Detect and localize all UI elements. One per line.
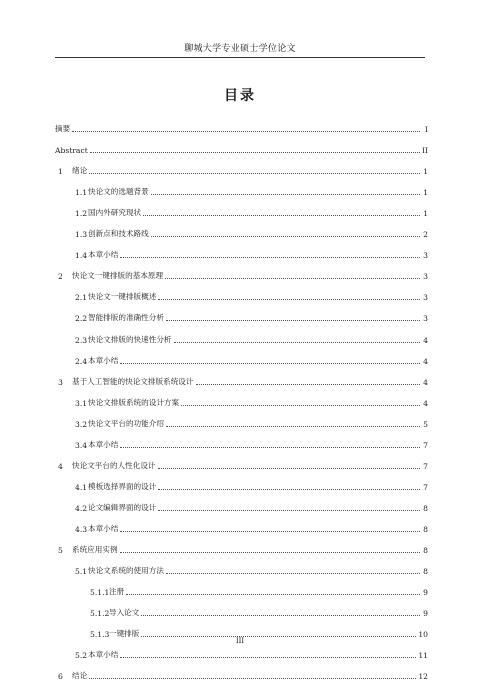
toc-entry-title: 本章小结 bbox=[88, 355, 119, 365]
toc-entry-page: 8 bbox=[423, 503, 428, 513]
toc-entry-title: 系统应用实例 bbox=[72, 544, 118, 554]
toc-entry-page: 4 bbox=[423, 335, 428, 345]
toc-entry-page: 1 bbox=[423, 188, 428, 198]
toc-entry-page: 9 bbox=[423, 588, 428, 598]
toc-entry[interactable] bbox=[55, 281, 428, 302]
toc-entry-page: 10 bbox=[418, 630, 428, 640]
toc-entry[interactable] bbox=[55, 260, 428, 281]
toc-entry-title: 结论 bbox=[72, 671, 88, 681]
toc-entry-title: 模板选择界面的设计 bbox=[88, 481, 157, 491]
toc-entry-title: 绪论 bbox=[72, 166, 88, 176]
toc-entry[interactable] bbox=[55, 366, 428, 387]
toc-dot-leader bbox=[126, 593, 420, 595]
toc-entry-page: 1 bbox=[423, 209, 428, 219]
toc-entry-title: 国内外研究现状 bbox=[88, 208, 142, 218]
toc-entry[interactable] bbox=[55, 471, 428, 492]
toc-entry-number: 4.3 bbox=[75, 524, 88, 534]
toc-dot-leader bbox=[120, 362, 420, 364]
running-header: 聊城大学专业硕士学位论文 bbox=[184, 44, 296, 54]
toc-entry-page: 4 bbox=[423, 356, 428, 366]
toc-entry[interactable] bbox=[55, 218, 428, 239]
toc-dot-leader bbox=[166, 572, 420, 574]
toc-entry[interactable] bbox=[55, 555, 428, 576]
toc-dot-leader bbox=[158, 509, 420, 511]
toc-dot-leader bbox=[120, 446, 420, 448]
toc-dot-leader bbox=[166, 425, 420, 427]
toc-dot-leader bbox=[120, 530, 420, 532]
toc-entry[interactable] bbox=[55, 450, 428, 471]
toc-entry-number: 6 bbox=[58, 672, 63, 681]
toc-entry-title: 快论文的选题背景 bbox=[88, 187, 149, 197]
toc-entry-title: 快论文一键排版概述 bbox=[88, 292, 157, 302]
page-number: III bbox=[235, 637, 245, 645]
toc-dot-leader bbox=[166, 319, 420, 321]
toc-entry-page: 4 bbox=[423, 377, 428, 387]
toc-entry-page: I bbox=[425, 125, 428, 135]
toc-entry-title: 创新点和技术路线 bbox=[88, 229, 149, 239]
table-of-contents bbox=[55, 113, 428, 681]
toc-entry-page: 4 bbox=[423, 398, 428, 408]
toc-dot-leader bbox=[72, 130, 420, 132]
toc-dot-leader bbox=[158, 488, 420, 490]
toc-entry[interactable] bbox=[55, 660, 428, 681]
toc-entry-page: 3 bbox=[423, 251, 428, 261]
toc-entry-page: 8 bbox=[423, 545, 428, 555]
toc-entry-title: 快论文系统的使用方法 bbox=[88, 566, 164, 576]
toc-entry-page: 3 bbox=[423, 293, 428, 303]
toc-entry[interactable] bbox=[55, 429, 428, 450]
toc-entry[interactable] bbox=[55, 618, 428, 639]
toc-entry-number: 1.3 bbox=[75, 230, 88, 240]
toc-entry-title: Abstract bbox=[55, 146, 88, 156]
toc-entry-title: 快论文平台的人性化设计 bbox=[72, 460, 156, 470]
toc-entry[interactable] bbox=[55, 597, 428, 618]
toc-entry-page: 7 bbox=[423, 440, 428, 450]
toc-entry-number: 4.1 bbox=[75, 482, 88, 492]
toc-entry[interactable] bbox=[55, 155, 428, 176]
toc-entry[interactable] bbox=[55, 513, 428, 534]
toc-dot-leader bbox=[120, 256, 420, 258]
header-divider bbox=[55, 57, 425, 58]
toc-entry-page: II bbox=[422, 146, 428, 156]
toc-entry-title: 一键排版 bbox=[109, 629, 140, 639]
toc-entry-number: 5 bbox=[58, 545, 63, 555]
toc-dot-leader bbox=[141, 614, 420, 616]
toc-entry[interactable] bbox=[55, 387, 428, 408]
toc-entry-page: 2 bbox=[423, 230, 428, 240]
toc-entry-number: 5.1.2 bbox=[90, 609, 110, 619]
toc-entry-title: 快论文平台的功能介绍 bbox=[88, 418, 164, 428]
toc-entry-title: 快论文排版系统的设计方案 bbox=[88, 397, 180, 407]
toc-entry-number: 4.2 bbox=[75, 503, 88, 513]
toc-entry-number: 2.1 bbox=[75, 293, 88, 303]
toc-entry-page: 1 bbox=[423, 167, 428, 177]
toc-entry-page: 11 bbox=[418, 651, 428, 661]
toc-dot-leader bbox=[120, 551, 420, 553]
toc-dot-leader bbox=[158, 467, 420, 469]
toc-entry-title: 本章小结 bbox=[88, 523, 119, 533]
toc-entry-number: 3.4 bbox=[75, 440, 88, 450]
toc-dot-leader bbox=[158, 298, 420, 300]
toc-dot-leader bbox=[151, 193, 420, 195]
toc-entry-title: 论文编辑界面的设计 bbox=[88, 502, 157, 512]
toc-entry-title: 快论文一键排版的基本原理 bbox=[72, 271, 164, 281]
toc-entry-page: 12 bbox=[418, 672, 428, 681]
toc-entry-number: 2.4 bbox=[75, 356, 88, 366]
toc-dot-leader bbox=[196, 383, 421, 385]
toc-entry-number: 3.2 bbox=[75, 419, 88, 429]
toc-entry-page: 7 bbox=[423, 461, 428, 471]
toc-entry-number: 3.1 bbox=[75, 398, 88, 408]
toc-entry-title: 注册 bbox=[109, 587, 125, 597]
toc-entry-number: 5.1.3 bbox=[90, 630, 110, 640]
toc-dot-leader bbox=[90, 151, 420, 153]
toc-entry[interactable] bbox=[55, 302, 428, 323]
toc-entry-title: 智能排版的准确性分析 bbox=[88, 313, 164, 323]
toc-entry[interactable] bbox=[55, 197, 428, 218]
toc-entry[interactable] bbox=[55, 408, 428, 429]
toc-dot-leader bbox=[89, 172, 420, 174]
toc-entry-title: 摘要 bbox=[55, 124, 71, 134]
toc-entry-page: 3 bbox=[423, 314, 428, 324]
toc-entry-number: 5.2 bbox=[75, 651, 88, 661]
toc-entry-number: 3 bbox=[58, 377, 63, 387]
toc-dot-leader bbox=[181, 404, 420, 406]
toc-entry-number: 1 bbox=[58, 167, 63, 177]
toc-dot-leader bbox=[151, 235, 420, 237]
toc-entry-page: 3 bbox=[423, 272, 428, 282]
toc-entry-number: 1.4 bbox=[75, 251, 88, 261]
toc-entry-number: 1.1 bbox=[75, 188, 88, 198]
toc-entry-number: 5.1 bbox=[75, 567, 88, 577]
toc-entry-number: 5.1.1 bbox=[90, 588, 110, 598]
toc-entry[interactable] bbox=[55, 534, 428, 555]
toc-entry-page: 7 bbox=[423, 482, 428, 492]
toc-entry[interactable] bbox=[55, 323, 428, 344]
toc-entry[interactable] bbox=[55, 576, 428, 597]
toc-entry[interactable] bbox=[55, 345, 428, 366]
toc-entry-number: 2.3 bbox=[75, 335, 88, 345]
toc-entry-title: 基于人工智能的快论文排版系统设计 bbox=[72, 376, 194, 386]
toc-entry-title: 本章小结 bbox=[88, 250, 119, 260]
toc-entry-title: 快论文排版的快速性分析 bbox=[88, 334, 172, 344]
toc-entry-page: 9 bbox=[423, 609, 428, 619]
toc-entry[interactable] bbox=[55, 492, 428, 513]
toc-entry-title: 本章小结 bbox=[88, 439, 119, 449]
toc-entry[interactable] bbox=[55, 176, 428, 197]
toc-entry-title: 导入论文 bbox=[109, 608, 140, 618]
toc-entry-title: 本章小结 bbox=[88, 650, 119, 660]
toc-entry-page: 8 bbox=[423, 524, 428, 534]
toc-entry-number: 1.2 bbox=[75, 209, 88, 219]
page-title: 目录 bbox=[224, 88, 256, 104]
toc-entry[interactable] bbox=[55, 113, 428, 134]
toc-dot-leader bbox=[174, 341, 420, 343]
toc-entry[interactable] bbox=[55, 134, 428, 155]
toc-entry-page: 8 bbox=[423, 567, 428, 577]
toc-entry-page: 5 bbox=[423, 419, 428, 429]
toc-entry-number: 4 bbox=[58, 461, 63, 471]
toc-entry-number: 2 bbox=[58, 272, 63, 282]
toc-dot-leader bbox=[143, 214, 420, 216]
toc-entry[interactable] bbox=[55, 239, 428, 260]
toc-entry-number: 2.2 bbox=[75, 314, 88, 324]
toc-dot-leader bbox=[120, 656, 416, 658]
toc-dot-leader bbox=[165, 277, 420, 279]
